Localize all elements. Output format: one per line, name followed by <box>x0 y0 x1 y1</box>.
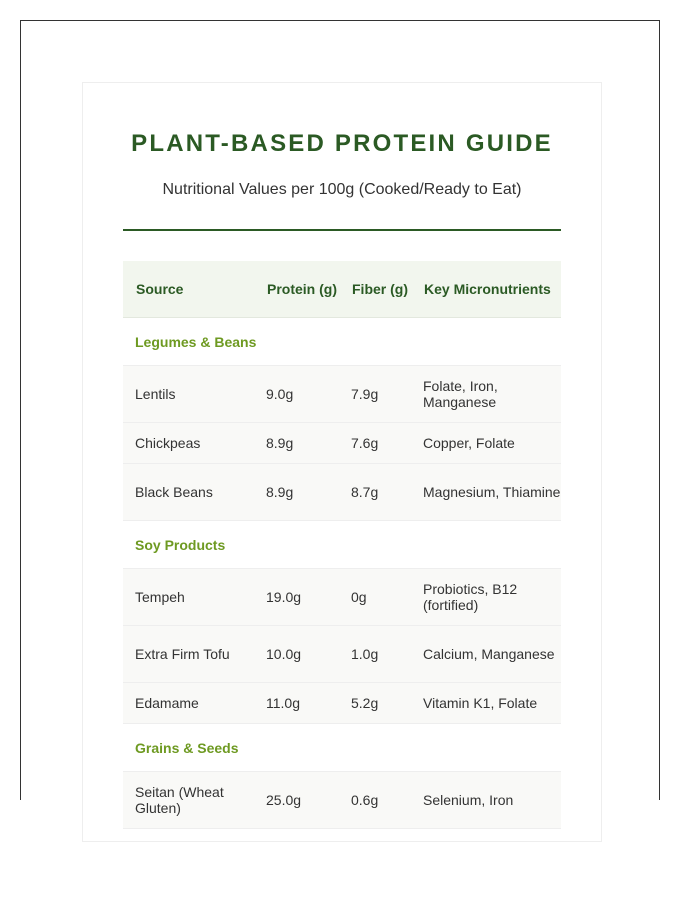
cell-source: Tempeh <box>123 569 254 626</box>
column-header-protein: Protein (g) <box>254 261 339 318</box>
title-divider <box>123 229 561 231</box>
cell-protein: 25.0g <box>254 772 339 829</box>
guide-card <box>82 82 602 842</box>
cell-source: Lentils <box>123 366 254 423</box>
column-header-source: Source <box>123 261 254 318</box>
cell-fiber: 1.0g <box>339 626 411 683</box>
nutrition-table <box>123 261 561 829</box>
cell-protein: 11.0g <box>254 683 339 724</box>
group-row <box>123 521 561 569</box>
cell-fiber: 7.9g <box>339 366 411 423</box>
table-row <box>123 423 561 464</box>
group-heading: Soy Products <box>123 521 561 569</box>
cell-fiber: 0g <box>339 569 411 626</box>
cell-source: Black Beans <box>123 464 254 521</box>
table-header-row <box>123 261 561 318</box>
table-row <box>123 683 561 724</box>
cell-micronutrients: Copper, Folate <box>411 423 561 464</box>
cell-micronutrients: Magnesium, Thiamine <box>411 464 561 521</box>
table-row <box>123 366 561 423</box>
column-header-fiber: Fiber (g) <box>339 261 411 318</box>
table-row <box>123 569 561 626</box>
table-row <box>123 464 561 521</box>
cell-protein: 10.0g <box>254 626 339 683</box>
group-row <box>123 318 561 366</box>
cell-source: Edamame <box>123 683 254 724</box>
table-row <box>123 772 561 829</box>
cell-fiber: 7.6g <box>339 423 411 464</box>
table-row <box>123 626 561 683</box>
cell-protein: 8.9g <box>254 423 339 464</box>
group-heading: Grains & Seeds <box>123 724 561 772</box>
cell-micronutrients: Folate, Iron, Manganese <box>411 366 561 423</box>
group-row <box>123 724 561 772</box>
cell-micronutrients: Vitamin K1, Folate <box>411 683 561 724</box>
cell-fiber: 0.6g <box>339 772 411 829</box>
page-subtitle: Nutritional Values per 100g (Cooked/Ready to Eat) <box>162 181 522 198</box>
cell-protein: 19.0g <box>254 569 339 626</box>
group-heading: Legumes & Beans <box>123 318 561 366</box>
cell-protein: 9.0g <box>254 366 339 423</box>
cell-micronutrients: Selenium, Iron <box>411 772 561 829</box>
cell-protein: 8.9g <box>254 464 339 521</box>
cell-fiber: 5.2g <box>339 683 411 724</box>
column-header-micronutrients: Key Micronutrients <box>411 261 561 318</box>
cell-fiber: 8.7g <box>339 464 411 521</box>
cell-source: Chickpeas <box>123 423 254 464</box>
page-title: PLANT-BASED PROTEIN GUIDE <box>131 130 553 157</box>
cell-source: Extra Firm Tofu <box>123 626 254 683</box>
cell-source: Seitan (Wheat Gluten) <box>123 772 254 829</box>
cell-micronutrients: Probiotics, B12 (fortified) <box>411 569 561 626</box>
cell-micronutrients: Calcium, Manganese <box>411 626 561 683</box>
document-frame <box>20 20 660 816</box>
